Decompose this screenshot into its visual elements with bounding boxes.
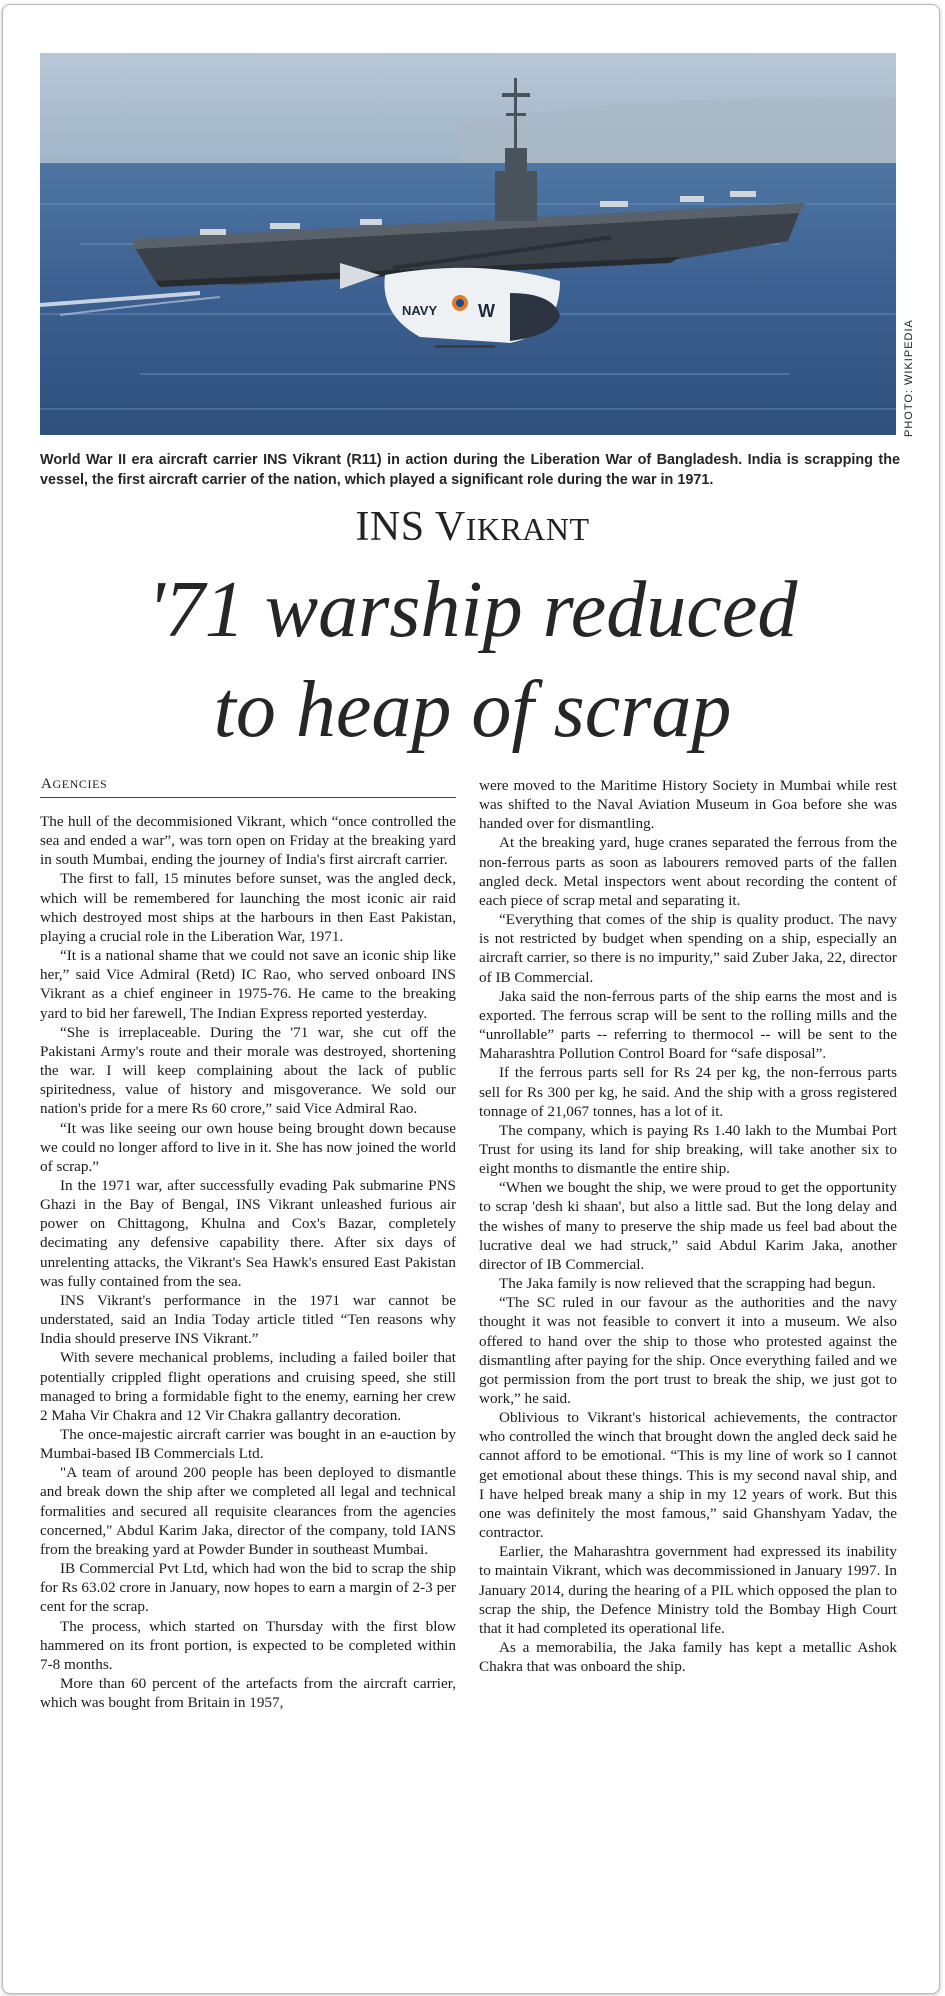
photo-aircraft-carrier bbox=[40, 53, 896, 435]
article-paragraph: were moved to the Maritime History Society in Mumbai while rest was shifted to the Naval Aviation Museum in Goa before she was handed over for dismantling. bbox=[479, 777, 897, 833]
article-paragraph: At the breaking yard, huge cranes separated the ferrous from the non-ferrous parts as soon as labourers removed parts of the fallen angled deck. Metal inspectors went about recording the content of each piece of scrap metal and separating it. bbox=[479, 834, 897, 909]
article-paragraph: Earlier, the Maharashtra government had expressed its inability to maintain Vikrant, which was decommissioned in January 1997. In January 2014, during the hearing of a PIL which opposed the plan to scrap the ship, the Defence Ministry told the Bombay High Court that it had completed its operational life. bbox=[479, 1543, 897, 1637]
article-paragraph: “She is irreplaceable. During the '71 war, she cut off the Pakistani Army's route and their morale was destroyed, shortening the war. I will keep complaining about the lack of public spiritedness, value of history and misgoverance. We sold our nation's pride for a mere Rs 60 crore,” said Vice Admiral Rao. bbox=[40, 1023, 456, 1118]
article-paragraph: IB Commercial Pvt Ltd, which had won the bid to scrap the ship for Rs 63.02 crore in January, now hopes to earn a margin of 2-3 per cent for the scrap. bbox=[40, 1560, 456, 1616]
byline-rule bbox=[40, 797, 456, 798]
headline bbox=[0, 560, 945, 760]
article-paragraph: INS Vikrant's performance in the 1971 war cannot be understated, said an India Today article titled “Ten reasons why India should preserve INS Vikrant.” bbox=[40, 1291, 456, 1348]
article-paragraph: Jaka said the non-ferrous parts of the ship earns the most and is exported. The ferrous scrap will be sent to the rolling mills and the “unrollable” parts -- referring to thermocol -- will be sent to the Maharashtra Pollution Control Board for “safe disposal”. bbox=[479, 987, 897, 1063]
byline-first: A bbox=[41, 776, 53, 792]
article-paragraph: As a memorabilia, the Jaka family has kept a metallic Ashok Chakra that was onboard the ship. bbox=[479, 1639, 897, 1676]
article-paragraph: The Jaka family is now relieved that the scrapping had begun. bbox=[499, 1275, 876, 1293]
helicopter-navy-marking: NAVY bbox=[402, 303, 438, 318]
article-paragraph: The company, which is paying Rs 1.40 lakh to the Mumbai Port Trust for using its land for ship breaking, will take another six to eight months to dismantle the entire ship. bbox=[479, 1121, 897, 1178]
article-paragraph: "A team of around 200 people has been deployed to dismantle and break down the ship after we completed all legal and technical formalities and secured all requisite clearances from the agencies concerned," Abdul Karim Jaka, director of the company, told IANS from the breaking yard at Powder Bunder in southeast Mumbai. bbox=[40, 1464, 456, 1558]
helicopter-letter-marking: W bbox=[478, 301, 495, 321]
article-paragraph: “The SC ruled in our favour as the authorities and the navy thought it was not feasible to convert it into a museum. We also offered to hand over the ship to those who protested against the dismantling after paying for the ship. Once everything failed and we got permission from the port trust to break the ship, we just got to work,” he said. bbox=[479, 1294, 897, 1407]
article-paragraph: Oblivious to Vikrant's historical achievements, the contractor who controlled the winch that brought down the angled deck said he cannot afford to be emotional. “This is my line of work so I cannot get emotional about these things. This is my second naval ship, and I have helped break many a ship in my 12 years of work. But this one was definitely the most famous,” said Ghanshyam Yadav, the contractor. bbox=[479, 1409, 897, 1542]
photo-credit: PHOTO: WIKIPEDIA bbox=[903, 319, 915, 437]
byline bbox=[41, 776, 107, 793]
headline-line-1: '71 warship reduced bbox=[147, 566, 798, 654]
kicker-label bbox=[0, 503, 945, 551]
article-paragraph: If the ferrous parts sell for Rs 24 per kg, the non-ferrous parts sell for Rs 300 per kg, he said. And the ship with a gross registered tonnage of 21,067 tonnes, has a lot of it. bbox=[479, 1064, 897, 1120]
article-paragraph: “It was like seeing our own house being brought down because we could no longer afford to live in it. She has now joined the world of scrap.” bbox=[40, 1119, 456, 1175]
article-paragraph: More than 60 percent of the artefacts from the aircraft carrier, which was bought from Britain in 1957, bbox=[40, 1675, 456, 1712]
kicker-label-rest: IKRANT bbox=[465, 511, 590, 547]
article-paragraph: The hull of the decommisioned Vikrant, which “once controlled the sea and ended a war”, was torn open on Friday at the breaking yard in south Mumbai, ending the journey of India's first aircraft carrier. bbox=[40, 813, 456, 869]
article-paragraph: “When we bought the ship, we were proud to get the opportunity to scrap 'desh ki shaan', but also a little sad. But the long delay and the wishes of many to preserve the ship made us feel bad about the lucrative deal we had struck,” said Abdul Karim Jaka, another director of IB Commercial. bbox=[479, 1179, 897, 1273]
headline-line-2: to heap of scrap bbox=[213, 666, 732, 754]
article-paragraph: “Everything that comes of the ship is quality product. The navy is not restricted by budget when spending on a ship, especially an aircraft carrier, so there is no impurity,” said Zuber Jaka, 22, director of IB Commercial. bbox=[479, 911, 897, 986]
article-paragraph: The process, which started on Thursday with the first blow hammered on its front portion, is expected to be completed within 7-8 months. bbox=[40, 1617, 456, 1673]
kicker-label-first: INS V bbox=[355, 504, 466, 550]
article-column-2 bbox=[479, 776, 897, 1676]
byline-rest: GENCIES bbox=[52, 777, 108, 791]
article-paragraph: In the 1971 war, after successfully evading Pak submarine PNS Ghazi in the Bay of Bengal, INS Vikrant unleashed furious air power on Chittagong, Khulna and Cox's Bazar, completely decimating any defensive capability there. After six days of unrelenting attacks, the Vikrant's Sea Hawk's ensured East Pakistan was fully contained from the sea. bbox=[40, 1176, 456, 1290]
article-column-1 bbox=[40, 812, 456, 1712]
article-paragraph: With severe mechanical problems, including a failed boiler that potentially crippled flight operations and cruising speed, she still managed to bring a formidable fight to the enemy, earning her crew 2 Maha Vir Chakra and 12 Vir Chakra gallantry decoration. bbox=[40, 1349, 456, 1424]
article-paragraph: “It is a national shame that we could not save an iconic ship like her,” said Vice Admiral (Retd) IC Rao, who served onboard INS Vikrant as a chief engineer in 1975-76. He came to the breaking yard to bid her farewell, The Indian Express reported yesterday. bbox=[40, 947, 456, 1022]
photo-caption: World War II era aircraft carrier INS Vikrant (R11) in action during the Liberation War of Bangladesh. India is scrapping the vessel, the first aircraft carrier of the nation, which played a significant role during the war in 1971. bbox=[40, 452, 900, 488]
article-paragraph: The first to fall, 15 minutes before sunset, was the angled deck, which will be remembered for launching the most iconic air raid which destroyed most ships at the harbours in then East Pakistan, playing a crucial role in the Liberation War, 1971. bbox=[40, 870, 456, 945]
article-paragraph: The once-majestic aircraft carrier was bought in an e-auction by Mumbai-based IB Commercials Ltd. bbox=[40, 1426, 456, 1463]
